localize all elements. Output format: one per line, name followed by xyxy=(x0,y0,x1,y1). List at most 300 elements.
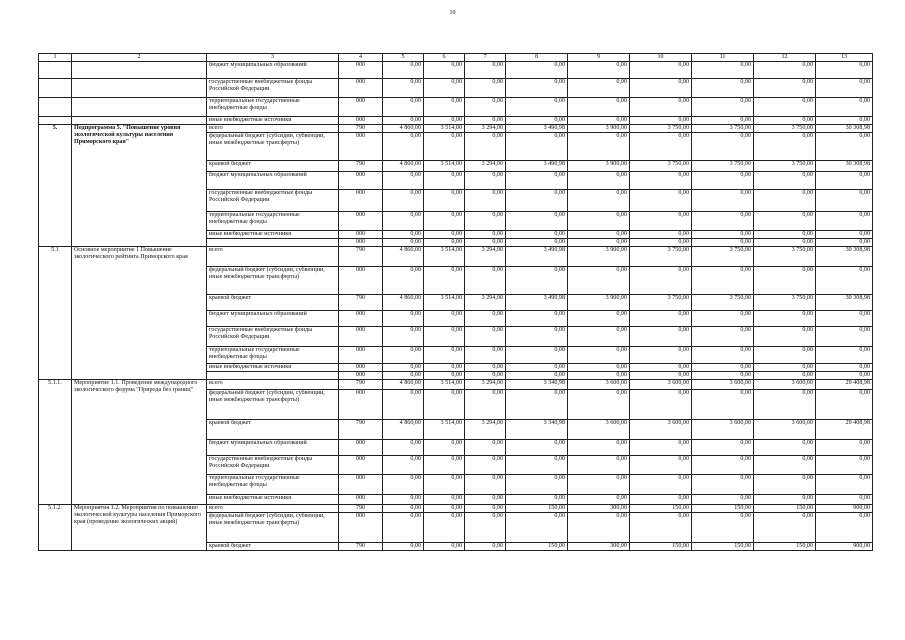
year-value: 0,00 xyxy=(568,495,630,505)
total-value: 0,00 xyxy=(816,513,873,543)
year-value: 0,00 xyxy=(383,495,424,505)
year-value: 0,00 xyxy=(692,172,754,190)
funding-source: иные внебюджетные источники xyxy=(207,231,339,239)
year-value: 0,00 xyxy=(630,79,692,98)
year-value: 0,00 xyxy=(568,347,630,364)
total-value: 0,00 xyxy=(816,231,873,239)
total-value: 900,00 xyxy=(816,505,873,513)
total-value: 29 408,98 xyxy=(816,420,873,440)
year-value: 0,00 xyxy=(424,133,465,161)
column-header-6: 6 xyxy=(424,54,465,62)
year-value: 300,00 xyxy=(568,505,630,513)
year-value: 0,00 xyxy=(465,327,506,347)
funding-source: территориальные государственные внебюджетные фонды xyxy=(207,212,339,231)
year-value: 0,00 xyxy=(506,364,568,372)
budget-code: 000 xyxy=(339,311,383,327)
budget-code: 000 xyxy=(339,172,383,190)
year-value: 0,00 xyxy=(568,327,630,347)
total-value: 0,00 xyxy=(816,440,873,456)
year-value: 0,00 xyxy=(424,98,465,117)
year-value: 0,00 xyxy=(506,98,568,117)
column-header-5: 5 xyxy=(383,54,424,62)
year-value: 0,00 xyxy=(424,543,465,551)
year-value: 0,00 xyxy=(383,231,424,239)
year-value: 0,00 xyxy=(465,390,506,420)
year-value: 0,00 xyxy=(506,513,568,543)
year-value: 0,00 xyxy=(692,212,754,231)
item-name xyxy=(72,98,207,117)
year-value: 0,00 xyxy=(568,62,630,79)
year-value: 4 860,00 xyxy=(383,161,424,172)
year-value: 0,00 xyxy=(568,212,630,231)
year-value: 0,00 xyxy=(692,98,754,117)
year-value: 0,00 xyxy=(383,98,424,117)
year-value: 0,00 xyxy=(465,440,506,456)
funding-source: территориальные государственные внебюджетные фонды xyxy=(207,475,339,495)
year-value: 0,00 xyxy=(465,505,506,513)
year-value: 0,00 xyxy=(506,231,568,239)
total-value: 0,00 xyxy=(816,327,873,347)
year-value: 0,00 xyxy=(465,212,506,231)
funding-source: всего xyxy=(207,380,339,390)
year-value: 4 860,00 xyxy=(383,247,424,267)
total-value: 30 308,98 xyxy=(816,247,873,267)
year-value: 150,00 xyxy=(754,543,816,551)
total-value: 0,00 xyxy=(816,212,873,231)
year-value: 0,00 xyxy=(424,495,465,505)
total-value: 30 308,98 xyxy=(816,161,873,172)
year-value: 3 340,98 xyxy=(506,420,568,440)
year-value: 0,00 xyxy=(506,475,568,495)
year-value: 0,00 xyxy=(383,239,424,247)
year-value: 0,00 xyxy=(754,190,816,212)
year-value: 0,00 xyxy=(568,117,630,125)
column-header-11: 11 xyxy=(692,54,754,62)
budget-code: 000 xyxy=(339,372,383,380)
total-value: 0,00 xyxy=(816,79,873,98)
year-value: 0,00 xyxy=(630,364,692,372)
year-value: 0,00 xyxy=(465,347,506,364)
year-value: 0,00 xyxy=(383,440,424,456)
funding-source: краевой бюджет xyxy=(207,295,339,311)
year-value: 0,00 xyxy=(692,513,754,543)
year-value: 0,00 xyxy=(754,475,816,495)
year-value: 0,00 xyxy=(506,372,568,380)
year-value: 0,00 xyxy=(754,347,816,364)
funding-source: краевой бюджет xyxy=(207,543,339,551)
year-value: 0,00 xyxy=(424,190,465,212)
year-value: 0,00 xyxy=(754,267,816,295)
budget-code: 790 xyxy=(339,247,383,267)
year-value: 3 900,00 xyxy=(568,161,630,172)
year-value: 0,00 xyxy=(568,79,630,98)
year-value: 0,00 xyxy=(465,117,506,125)
total-value: 0,00 xyxy=(816,62,873,79)
year-value: 0,00 xyxy=(692,62,754,79)
year-value: 0,00 xyxy=(692,495,754,505)
header-row xyxy=(39,54,873,62)
year-value: 0,00 xyxy=(383,364,424,372)
year-value: 0,00 xyxy=(568,267,630,295)
budget-code: 000 xyxy=(339,212,383,231)
item-name: Подпрограмма 5. "Повышение уровня экологической культуры населения Приморского края" xyxy=(72,125,207,247)
year-value: 4 860,00 xyxy=(383,295,424,311)
total-value: 900,00 xyxy=(816,543,873,551)
column-header-1: 1 xyxy=(39,54,72,62)
year-value: 0,00 xyxy=(692,347,754,364)
year-value: 0,00 xyxy=(630,347,692,364)
funding-source: иные внебюджетные источники xyxy=(207,117,339,125)
funding-source: федеральный бюджет (субсидии, субвенции, иные межбюджетные трансферты) xyxy=(207,390,339,420)
item-name: Мероприятия 1.2. Мероприятия по повышению экологической культуры населения Приморского края (проведение экологических акций) xyxy=(72,505,207,551)
year-value: 3 750,00 xyxy=(754,125,816,133)
year-value: 0,00 xyxy=(568,513,630,543)
budget-code: 790 xyxy=(339,420,383,440)
item-number: 5. xyxy=(39,125,72,247)
year-value: 0,00 xyxy=(692,231,754,239)
total-value: 0,00 xyxy=(816,117,873,125)
year-value: 3 900,00 xyxy=(568,295,630,311)
year-value: 0,00 xyxy=(568,239,630,247)
year-value: 0,00 xyxy=(424,347,465,364)
year-value: 3 900,00 xyxy=(568,125,630,133)
year-value: 0,00 xyxy=(424,212,465,231)
year-value: 3 750,00 xyxy=(754,247,816,267)
year-value: 150,00 xyxy=(692,543,754,551)
budget-code: 000 xyxy=(339,495,383,505)
year-value: 0,00 xyxy=(630,267,692,295)
total-value: 0,00 xyxy=(816,347,873,364)
year-value: 0,00 xyxy=(692,475,754,495)
budget-code: 000 xyxy=(339,117,383,125)
year-value: 0,00 xyxy=(630,212,692,231)
year-value: 0,00 xyxy=(568,475,630,495)
year-value: 0,00 xyxy=(465,513,506,543)
year-value: 0,00 xyxy=(506,62,568,79)
total-value: 0,00 xyxy=(816,190,873,212)
budget-code: 000 xyxy=(339,440,383,456)
budget-code: 000 xyxy=(339,62,383,79)
year-value: 3 514,00 xyxy=(424,295,465,311)
year-value: 3 750,00 xyxy=(692,125,754,133)
budget-code: 790 xyxy=(339,380,383,390)
year-value: 0,00 xyxy=(630,495,692,505)
year-value: 0,00 xyxy=(465,98,506,117)
year-value: 3 490,98 xyxy=(506,161,568,172)
funding-source: территориальные государственные внебюджетные фонды xyxy=(207,347,339,364)
funding-source: бюджет муниципальных образований xyxy=(207,440,339,456)
year-value: 0,00 xyxy=(506,172,568,190)
year-value: 0,00 xyxy=(465,311,506,327)
year-value: 0,00 xyxy=(754,495,816,505)
year-value: 0,00 xyxy=(630,327,692,347)
total-value: 0,00 xyxy=(816,364,873,372)
budget-code: 000 xyxy=(339,98,383,117)
year-value: 0,00 xyxy=(383,372,424,380)
table-row xyxy=(39,380,873,390)
year-value: 0,00 xyxy=(754,311,816,327)
page-number: 10 xyxy=(449,10,456,16)
year-value: 0,00 xyxy=(383,327,424,347)
funding-source: краевой бюджет xyxy=(207,420,339,440)
year-value: 3 600,00 xyxy=(692,380,754,390)
year-value: 0,00 xyxy=(630,239,692,247)
total-value: 0,00 xyxy=(816,172,873,190)
year-value: 0,00 xyxy=(568,311,630,327)
year-value: 0,00 xyxy=(754,98,816,117)
year-value: 0,00 xyxy=(465,239,506,247)
budget-code: 000 xyxy=(339,513,383,543)
year-value: 0,00 xyxy=(754,133,816,161)
funding-source: краевой бюджет xyxy=(207,161,339,172)
budget-code: 000 xyxy=(339,475,383,495)
year-value: 0,00 xyxy=(424,440,465,456)
year-value: 3 294,00 xyxy=(465,380,506,390)
year-value: 0,00 xyxy=(465,267,506,295)
year-value: 3 490,98 xyxy=(506,295,568,311)
total-value: 0,00 xyxy=(816,133,873,161)
year-value: 0,00 xyxy=(383,62,424,79)
year-value: 150,00 xyxy=(506,543,568,551)
year-value: 150,00 xyxy=(630,505,692,513)
year-value: 0,00 xyxy=(754,117,816,125)
budget-code: 790 xyxy=(339,543,383,551)
year-value: 3 294,00 xyxy=(465,247,506,267)
year-value: 0,00 xyxy=(424,364,465,372)
year-value: 0,00 xyxy=(568,98,630,117)
year-value: 0,00 xyxy=(692,364,754,372)
budget-code: 000 xyxy=(339,347,383,364)
year-value: 0,00 xyxy=(465,190,506,212)
year-value: 0,00 xyxy=(424,62,465,79)
column-header-3: 3 xyxy=(207,54,339,62)
budget-code: 790 xyxy=(339,161,383,172)
year-value: 0,00 xyxy=(754,62,816,79)
funding-source: федеральный бюджет (субсидии, субвенции, иные межбюджетные трансферты) xyxy=(207,513,339,543)
year-value: 0,00 xyxy=(568,456,630,475)
year-value: 0,00 xyxy=(424,231,465,239)
year-value: 3 294,00 xyxy=(465,125,506,133)
year-value: 0,00 xyxy=(754,390,816,420)
total-value: 0,00 xyxy=(816,475,873,495)
budget-code: 000 xyxy=(339,267,383,295)
year-value: 0,00 xyxy=(630,456,692,475)
year-value: 4 860,00 xyxy=(383,380,424,390)
year-value: 0,00 xyxy=(630,390,692,420)
column-header-7: 7 xyxy=(465,54,506,62)
year-value: 0,00 xyxy=(506,347,568,364)
year-value: 3 294,00 xyxy=(465,420,506,440)
year-value: 0,00 xyxy=(506,440,568,456)
total-value: 0,00 xyxy=(816,456,873,475)
year-value: 0,00 xyxy=(465,495,506,505)
year-value: 0,00 xyxy=(568,231,630,239)
year-value: 0,00 xyxy=(754,327,816,347)
funding-source: иные внебюджетные источники xyxy=(207,364,339,372)
year-value: 0,00 xyxy=(506,79,568,98)
year-value: 0,00 xyxy=(383,475,424,495)
year-value: 0,00 xyxy=(506,456,568,475)
year-value: 0,00 xyxy=(630,311,692,327)
year-value: 150,00 xyxy=(692,505,754,513)
year-value: 3 340,98 xyxy=(506,380,568,390)
year-value: 4 860,00 xyxy=(383,125,424,133)
year-value: 0,00 xyxy=(424,172,465,190)
item-number xyxy=(39,117,72,125)
year-value: 0,00 xyxy=(568,172,630,190)
funding-source: государственные внебюджетные фонды Российской Федерации xyxy=(207,79,339,98)
year-value: 0,00 xyxy=(424,79,465,98)
year-value: 3 600,00 xyxy=(692,420,754,440)
year-value: 3 750,00 xyxy=(692,161,754,172)
year-value: 0,00 xyxy=(465,456,506,475)
funding-source: бюджет муниципальных образований xyxy=(207,62,339,79)
funding-source: государственные внебюджетные фонды Российской Федерации xyxy=(207,190,339,212)
budget-code: 000 xyxy=(339,456,383,475)
year-value: 0,00 xyxy=(568,364,630,372)
year-value: 0,00 xyxy=(692,390,754,420)
item-name xyxy=(72,79,207,98)
year-value: 3 750,00 xyxy=(754,295,816,311)
budget-code: 000 xyxy=(339,327,383,347)
financing-table xyxy=(38,53,873,551)
year-value: 3 750,00 xyxy=(630,125,692,133)
year-value: 0,00 xyxy=(630,133,692,161)
year-value: 0,00 xyxy=(692,327,754,347)
year-value: 3 750,00 xyxy=(630,161,692,172)
budget-code: 000 xyxy=(339,390,383,420)
year-value: 0,00 xyxy=(754,372,816,380)
item-number xyxy=(39,62,72,79)
year-value: 0,00 xyxy=(383,543,424,551)
funding-source: федеральный бюджет (субсидии, субвенции, иные межбюджетные трансферты) xyxy=(207,267,339,295)
year-value: 0,00 xyxy=(692,456,754,475)
table-row xyxy=(39,117,873,125)
year-value: 3 600,00 xyxy=(568,380,630,390)
year-value: 0,00 xyxy=(692,190,754,212)
year-value: 150,00 xyxy=(754,505,816,513)
year-value: 0,00 xyxy=(630,372,692,380)
table-row xyxy=(39,125,873,133)
year-value: 0,00 xyxy=(383,456,424,475)
year-value: 0,00 xyxy=(630,513,692,543)
budget-code: 000 xyxy=(339,133,383,161)
year-value: 0,00 xyxy=(754,440,816,456)
year-value: 0,00 xyxy=(424,456,465,475)
year-value: 3 514,00 xyxy=(424,161,465,172)
year-value: 0,00 xyxy=(465,172,506,190)
budget-code: 000 xyxy=(339,190,383,212)
item-name: Основное мероприятие 1 Повышение экологического рейтинга Приморского края xyxy=(72,247,207,380)
year-value: 0,00 xyxy=(424,267,465,295)
year-value: 0,00 xyxy=(383,505,424,513)
budget-code: 790 xyxy=(339,125,383,133)
year-value: 3 600,00 xyxy=(754,380,816,390)
total-value: 29 408,98 xyxy=(816,380,873,390)
year-value: 0,00 xyxy=(383,133,424,161)
year-value: 0,00 xyxy=(383,513,424,543)
year-value: 0,00 xyxy=(692,239,754,247)
year-value: 0,00 xyxy=(383,190,424,212)
year-value: 0,00 xyxy=(754,212,816,231)
year-value: 0,00 xyxy=(383,267,424,295)
total-value: 0,00 xyxy=(816,390,873,420)
year-value: 3 490,98 xyxy=(506,247,568,267)
year-value: 0,00 xyxy=(506,239,568,247)
year-value: 0,00 xyxy=(630,98,692,117)
year-value: 3 514,00 xyxy=(424,125,465,133)
funding-source xyxy=(207,372,339,380)
year-value: 0,00 xyxy=(692,372,754,380)
year-value: 0,00 xyxy=(630,190,692,212)
year-value: 3 750,00 xyxy=(754,161,816,172)
year-value: 300,00 xyxy=(568,543,630,551)
year-value: 3 294,00 xyxy=(465,161,506,172)
item-name xyxy=(72,117,207,125)
year-value: 3 750,00 xyxy=(630,295,692,311)
year-value: 3 750,00 xyxy=(692,247,754,267)
item-name: Мероприятие 1.1. Проведение международного экологического форума "Природа без границ" xyxy=(72,380,207,505)
item-number: 5.1.1. xyxy=(39,380,72,505)
funding-source: всего xyxy=(207,505,339,513)
budget-code: 000 xyxy=(339,239,383,247)
year-value: 3 600,00 xyxy=(630,420,692,440)
year-value: 0,00 xyxy=(568,190,630,212)
funding-source: бюджет муниципальных образований xyxy=(207,172,339,190)
table-row xyxy=(39,505,873,513)
year-value: 0,00 xyxy=(692,267,754,295)
year-value: 0,00 xyxy=(383,117,424,125)
year-value: 0,00 xyxy=(754,513,816,543)
item-number: 5.1 xyxy=(39,247,72,380)
table-row xyxy=(39,79,873,98)
year-value: 0,00 xyxy=(465,133,506,161)
year-value: 0,00 xyxy=(506,267,568,295)
year-value: 0,00 xyxy=(630,475,692,495)
year-value: 3 750,00 xyxy=(692,295,754,311)
year-value: 0,00 xyxy=(506,390,568,420)
funding-source: территориальные государственные внебюджетные фонды xyxy=(207,98,339,117)
year-value: 0,00 xyxy=(383,311,424,327)
year-value: 0,00 xyxy=(692,133,754,161)
year-value: 0,00 xyxy=(465,364,506,372)
year-value: 0,00 xyxy=(692,440,754,456)
year-value: 0,00 xyxy=(383,79,424,98)
year-value: 0,00 xyxy=(383,212,424,231)
year-value: 0,00 xyxy=(630,62,692,79)
funding-source: бюджет муниципальных образований xyxy=(207,311,339,327)
year-value: 0,00 xyxy=(506,495,568,505)
year-value: 3 514,00 xyxy=(424,420,465,440)
table-row xyxy=(39,247,873,267)
funding-source: федеральный бюджет (субсидии, субвенции, иные межбюджетные трансферты) xyxy=(207,133,339,161)
year-value: 0,00 xyxy=(754,456,816,475)
year-value: 0,00 xyxy=(692,117,754,125)
year-value: 0,00 xyxy=(754,79,816,98)
year-value: 3 600,00 xyxy=(630,380,692,390)
column-header-8: 8 xyxy=(506,54,568,62)
funding-source: государственные внебюджетные фонды Российской Федерации xyxy=(207,327,339,347)
year-value: 0,00 xyxy=(424,239,465,247)
year-value: 150,00 xyxy=(630,543,692,551)
funding-source: всего xyxy=(207,247,339,267)
year-value: 0,00 xyxy=(424,475,465,495)
budget-code: 790 xyxy=(339,505,383,513)
table-row xyxy=(39,62,873,79)
column-header-9: 9 xyxy=(568,54,630,62)
year-value: 0,00 xyxy=(424,327,465,347)
year-value: 0,00 xyxy=(383,390,424,420)
